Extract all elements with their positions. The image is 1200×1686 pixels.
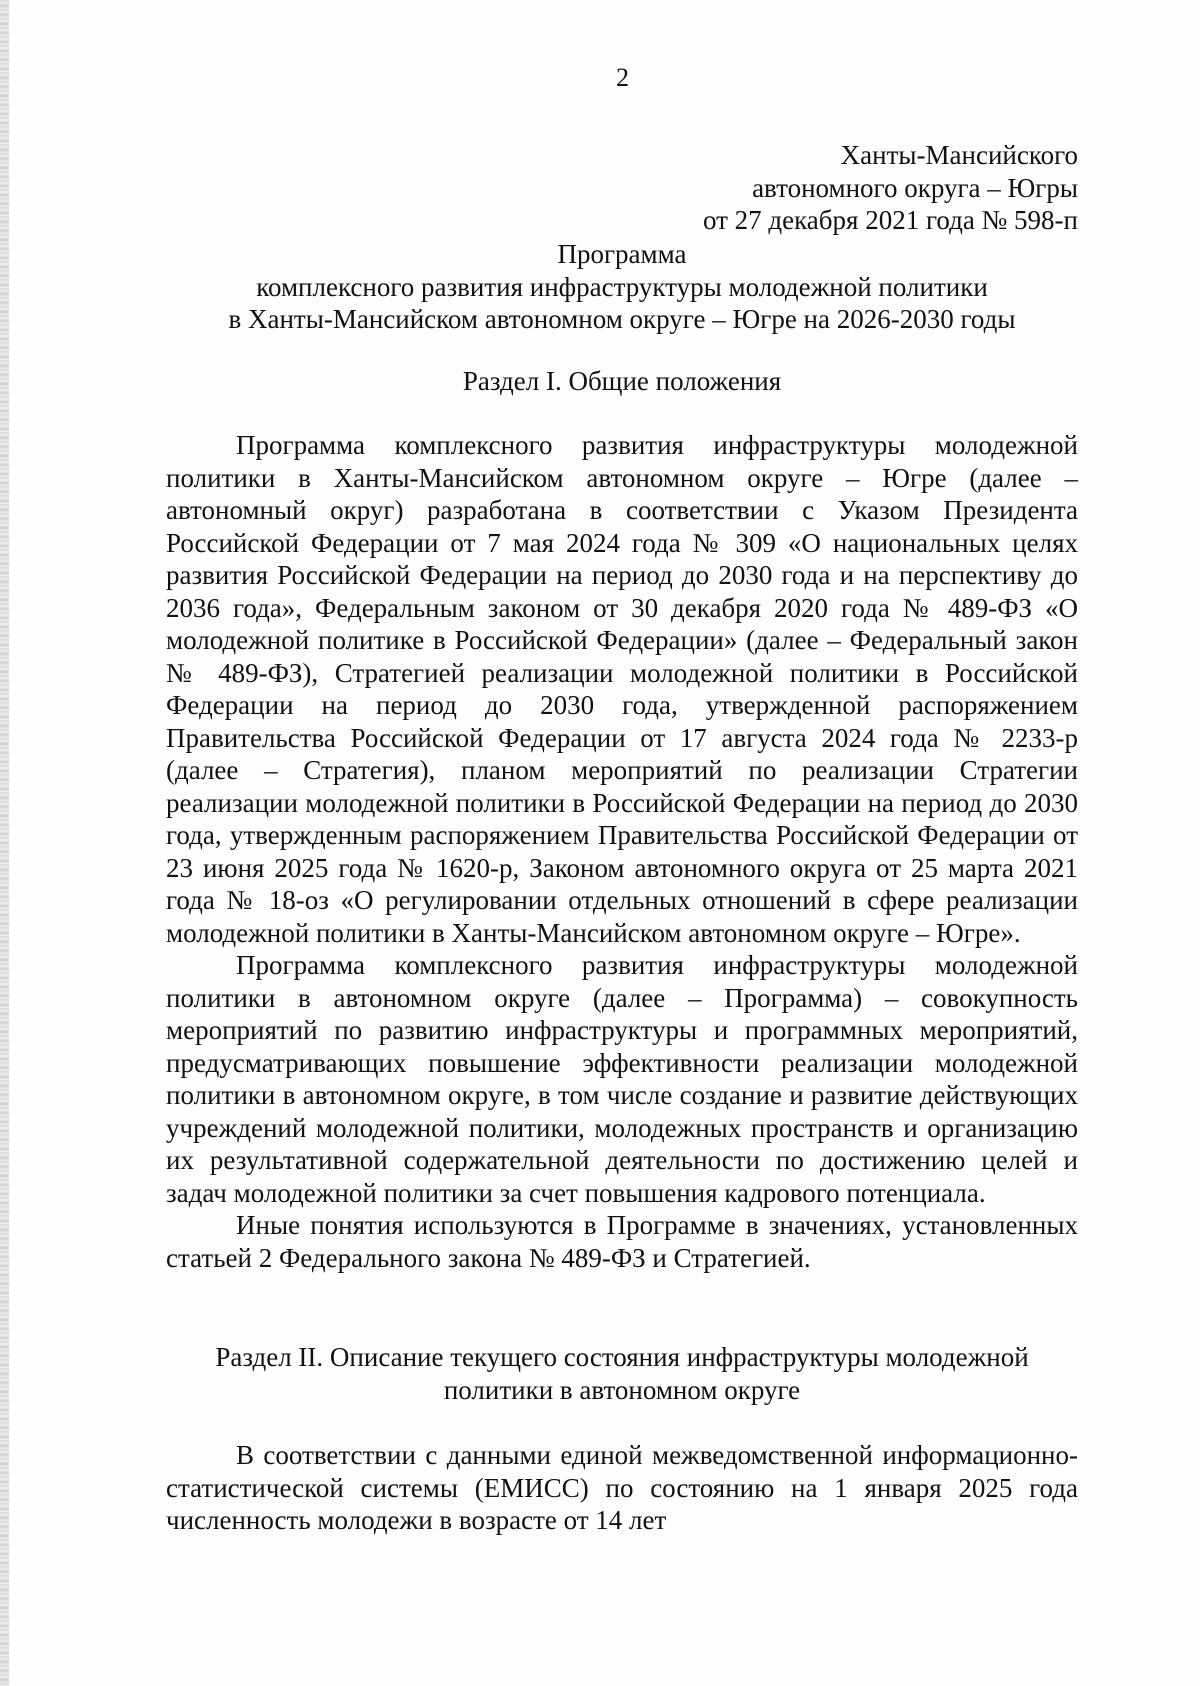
section-2-body bbox=[166, 1439, 1078, 1537]
title-line: Программа bbox=[557, 239, 687, 269]
document-title bbox=[166, 238, 1078, 336]
section-heading-line: политики в автономном округе bbox=[443, 1374, 801, 1405]
section-heading-2 bbox=[166, 1341, 1078, 1406]
approval-reference bbox=[703, 139, 1078, 237]
scan-edge-artifact bbox=[0, 0, 9, 1686]
title-line: комплексного развития инфраструктуры молодежной политики bbox=[256, 271, 988, 302]
approval-line: от 27 декабря 2021 года № 598-п bbox=[702, 205, 1078, 235]
paragraph: Программа комплексного развития инфраструктуры молодежной политики в Ханты-Мансийском автономном округе – Югре (далее – автономный округ) разработана в соответствии с Указом Президента Российской Федерации от 7 мая 2024 года № 309 «О национальных целях развития Российской Федерации на период до 2030 года и на перспективу до 2036 года», Федеральным законом от 30 декабря 2020 года № 489-ФЗ «О молодежной политике в Российской Федерации» (далее – Федеральный закон № 489-ФЗ), Стратегией реализации молодежной политики в Российской Федерации на период до 2030 года, утвержденной распоряжением Правительства Российской Федерации от 17 августа 2024 года № 2233-р (далее – Стратегия), планом мероприятий по реализации Стратегии реализации молодежной политики в Российской Федерации на период до 2030 года, утвержденным распоряжением Правительства Российской Федерации от 23 июня 2025 года № 1620-р, Законом автономного округа от 25 марта 2021 года № 18-оз «О регулировании отдельных отношений в сфере реализации молодежной политики в Ханты-Мансийском автономном округе – Югре». bbox=[166, 430, 1078, 948]
approval-line: автономного округа – Югры bbox=[752, 172, 1078, 203]
paragraph: Иные понятия используются в Программе в значениях, установленных статьей 2 Федерального закона № 489-ФЗ и Стратегией. bbox=[166, 1210, 1078, 1273]
paragraph: В соответствии с данными единой межведомственной информационно-статистической системы (ЕМИСС) по состоянию на 1 января 2025 года численность молодежи в возрасте от 14 лет bbox=[166, 1440, 1078, 1535]
paragraph: Программа комплексного развития инфраструктуры молодежной политики в автономном округе (далее – Программа) – совокупность мероприятий по развитию инфраструктуры и программных мероприятий, предусматривающих повышение эффективности реализации молодежной политики в автономном округе, в том числе создание и развитие действующих учреждений молодежной политики, молодежных пространств и организацию их результативной содержательной деятельности по достижению целей и задач молодежной политики за счет повышения кадрового потенциала. bbox=[166, 950, 1078, 1208]
section-heading-line: Раздел II. Описание текущего состояния инфраструктуры молодежной bbox=[215, 1342, 1029, 1372]
title-line: в Ханты-Мансийском автономном округе – Югре на 2026-2030 годы bbox=[228, 304, 1016, 334]
section-heading-1: Раздел I. Общие положения bbox=[462, 366, 782, 396]
section-1-body bbox=[166, 429, 1078, 1274]
page-number: 2 bbox=[616, 63, 629, 92]
approval-line: Ханты-Мансийского bbox=[840, 140, 1078, 170]
